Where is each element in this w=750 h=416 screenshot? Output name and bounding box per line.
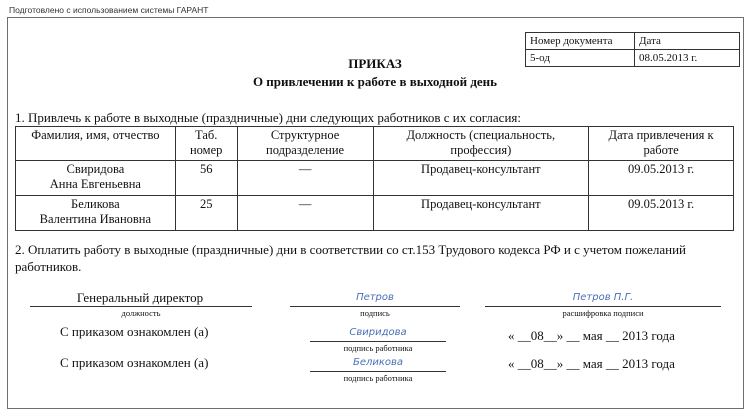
- ack-label: С приказом ознакомлен (а): [60, 324, 209, 339]
- decoding-signature: Петров П.Г.: [572, 292, 634, 303]
- decoding-line: [485, 306, 721, 307]
- header-tab: Таб. номер: [175, 127, 237, 161]
- cell-tab: 25: [175, 196, 237, 231]
- header-dept: Структурное подразделение: [237, 127, 373, 161]
- director-signature: Петров: [356, 292, 394, 303]
- doc-date-value: 08.05.2013 г.: [635, 50, 740, 67]
- doc-date-label: Дата: [635, 33, 740, 50]
- employee-signature: Свиридова: [349, 327, 407, 338]
- cell-dept: —: [237, 196, 373, 231]
- table-row: [16, 196, 734, 231]
- source-note: Подготовлено с использованием системы ГАРАНТ: [9, 5, 209, 15]
- cell-position: Продавец-консультант: [373, 161, 589, 196]
- cell-dept: —: [237, 161, 373, 196]
- table-row: [16, 161, 734, 196]
- position-line: [30, 306, 252, 307]
- cell-position: Продавец-консультант: [373, 196, 589, 231]
- cell-date: 09.05.2013 г.: [589, 196, 734, 231]
- header-date: Дата привлечения к работе: [589, 127, 734, 161]
- paragraph-2: 2. Оплатить работу в выходные (праздничные) дни в соответствии со ст.153 Трудового кодекса РФ и с учетом пожеланий работников.: [15, 242, 687, 274]
- employees-table: [15, 126, 734, 231]
- employee-signature: Беликова: [352, 357, 404, 368]
- given-names: Анна Евгеньевна: [49, 177, 141, 191]
- document-title: ПРИКАЗ: [348, 56, 402, 71]
- surname: Свиридова: [66, 162, 125, 176]
- given-names: Валентина Ивановна: [39, 212, 152, 226]
- decoding-caption: расшифровка подписи: [562, 308, 644, 318]
- paragraph-1: 1. Привлечь к работе в выходные (праздничные) дни следующих работников с их согласия:: [15, 110, 521, 125]
- doc-number-value: 5-од: [526, 50, 635, 67]
- doc-number-label: Номер документа: [526, 33, 635, 50]
- table-header-row: [16, 127, 734, 161]
- director-position: Генеральный директор: [76, 290, 204, 305]
- signature-line: [290, 306, 460, 307]
- signature-caption: подпись: [360, 308, 390, 318]
- position-caption: должность: [121, 308, 161, 318]
- ack-date: « __08__» __ мая __ 2013 года: [508, 328, 675, 343]
- cell-name: [16, 161, 176, 196]
- ack-label: С приказом ознакомлен (а): [60, 355, 209, 370]
- ack-signature-line: [310, 341, 446, 342]
- cell-name: [16, 196, 176, 231]
- ack-signature-line: [310, 371, 446, 372]
- ack-caption: подпись работника: [343, 373, 413, 383]
- document-number-table: [525, 32, 740, 67]
- cell-date: 09.05.2013 г.: [589, 161, 734, 196]
- surname: Беликова: [71, 197, 120, 211]
- document-subtitle: О привлечении к работе в выходной день: [252, 74, 498, 89]
- ack-date: « __08__» __ мая __ 2013 года: [508, 356, 675, 371]
- ack-caption: подпись работника: [343, 343, 413, 353]
- header-position: Должность (специальность, профессия): [373, 127, 589, 161]
- cell-tab: 56: [175, 161, 237, 196]
- header-name: Фамилия, имя, отчество: [16, 127, 176, 161]
